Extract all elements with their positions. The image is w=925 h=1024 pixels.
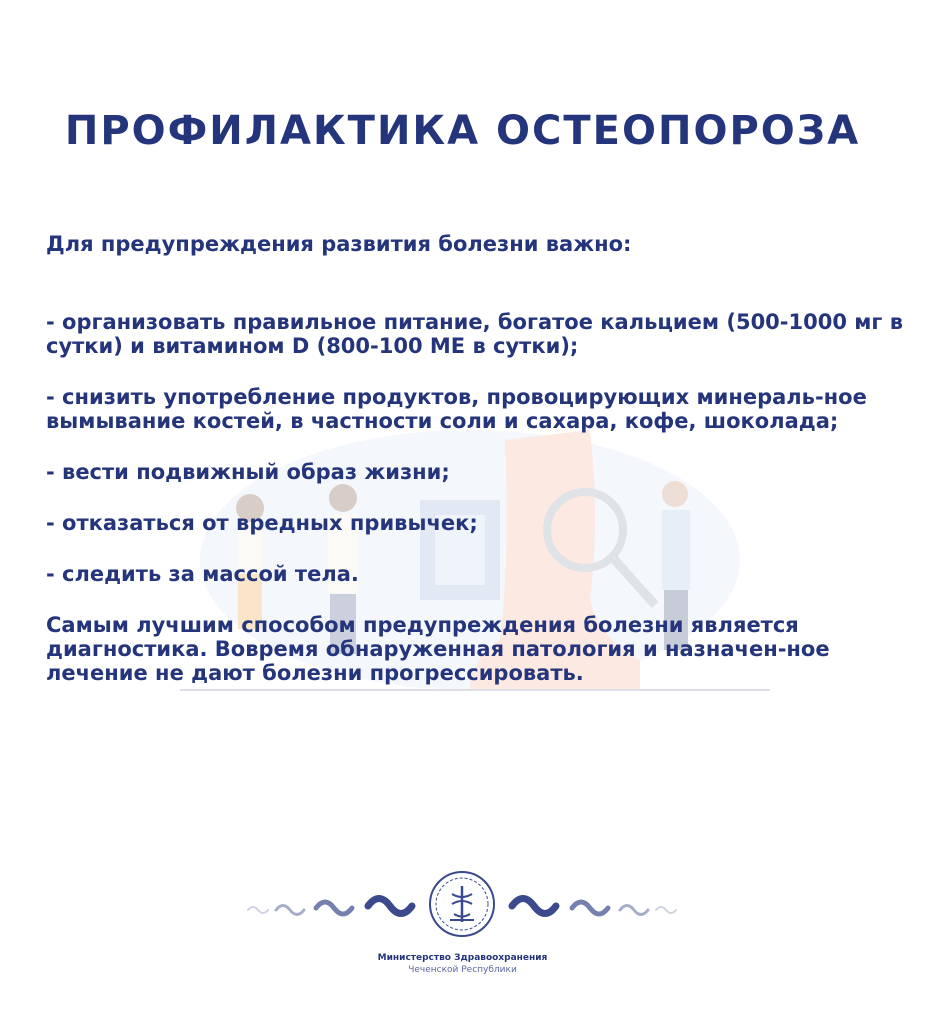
- ornament-scroll-icon: [620, 906, 648, 915]
- ministry-emblem-icon: [430, 872, 494, 936]
- closing-text: Самым лучшим способом предупреждения болезни является диагностика. Вовремя обнаруженная патология и назначен-ное лечение не дают болезни прогрессировать.: [46, 613, 830, 685]
- list-item: - снизить употребление продуктов, провоцирующих минераль-ное вымывание костей, в частности соли и сахара, кофе, шоколада;: [46, 385, 867, 433]
- list-item: - организовать правильное питание, богатое кальцием (500-1000 мг в сутки) и витамином D (800-100 МЕ в сутки);: [46, 310, 904, 358]
- list-item: - вести подвижный образ жизни;: [46, 460, 450, 484]
- list-item: - отказаться от вредных привычек;: [46, 511, 478, 535]
- ornament-scroll-icon: [248, 907, 268, 913]
- page-title: ПРОФИЛАКТИКА ОСТЕОПОРОЗА: [64, 108, 861, 154]
- ornament-scroll-icon: [316, 902, 352, 914]
- ornament-scroll-icon: [512, 899, 556, 914]
- ornament-scroll-icon: [656, 907, 676, 913]
- article-body: [46, 232, 906, 685]
- ministry-caption: [0, 952, 925, 976]
- ornament-scroll-icon: [368, 899, 412, 914]
- intro-text: Для предупреждения развития болезни важно:: [46, 232, 632, 256]
- ornament-scroll-icon: [572, 902, 608, 914]
- ministry-name: Министерство Здравоохранения: [377, 953, 548, 963]
- ministry-region: Чеченской Республики: [408, 965, 517, 975]
- list-item: - следить за массой тела.: [46, 562, 359, 586]
- ornament-scroll-icon: [276, 906, 304, 915]
